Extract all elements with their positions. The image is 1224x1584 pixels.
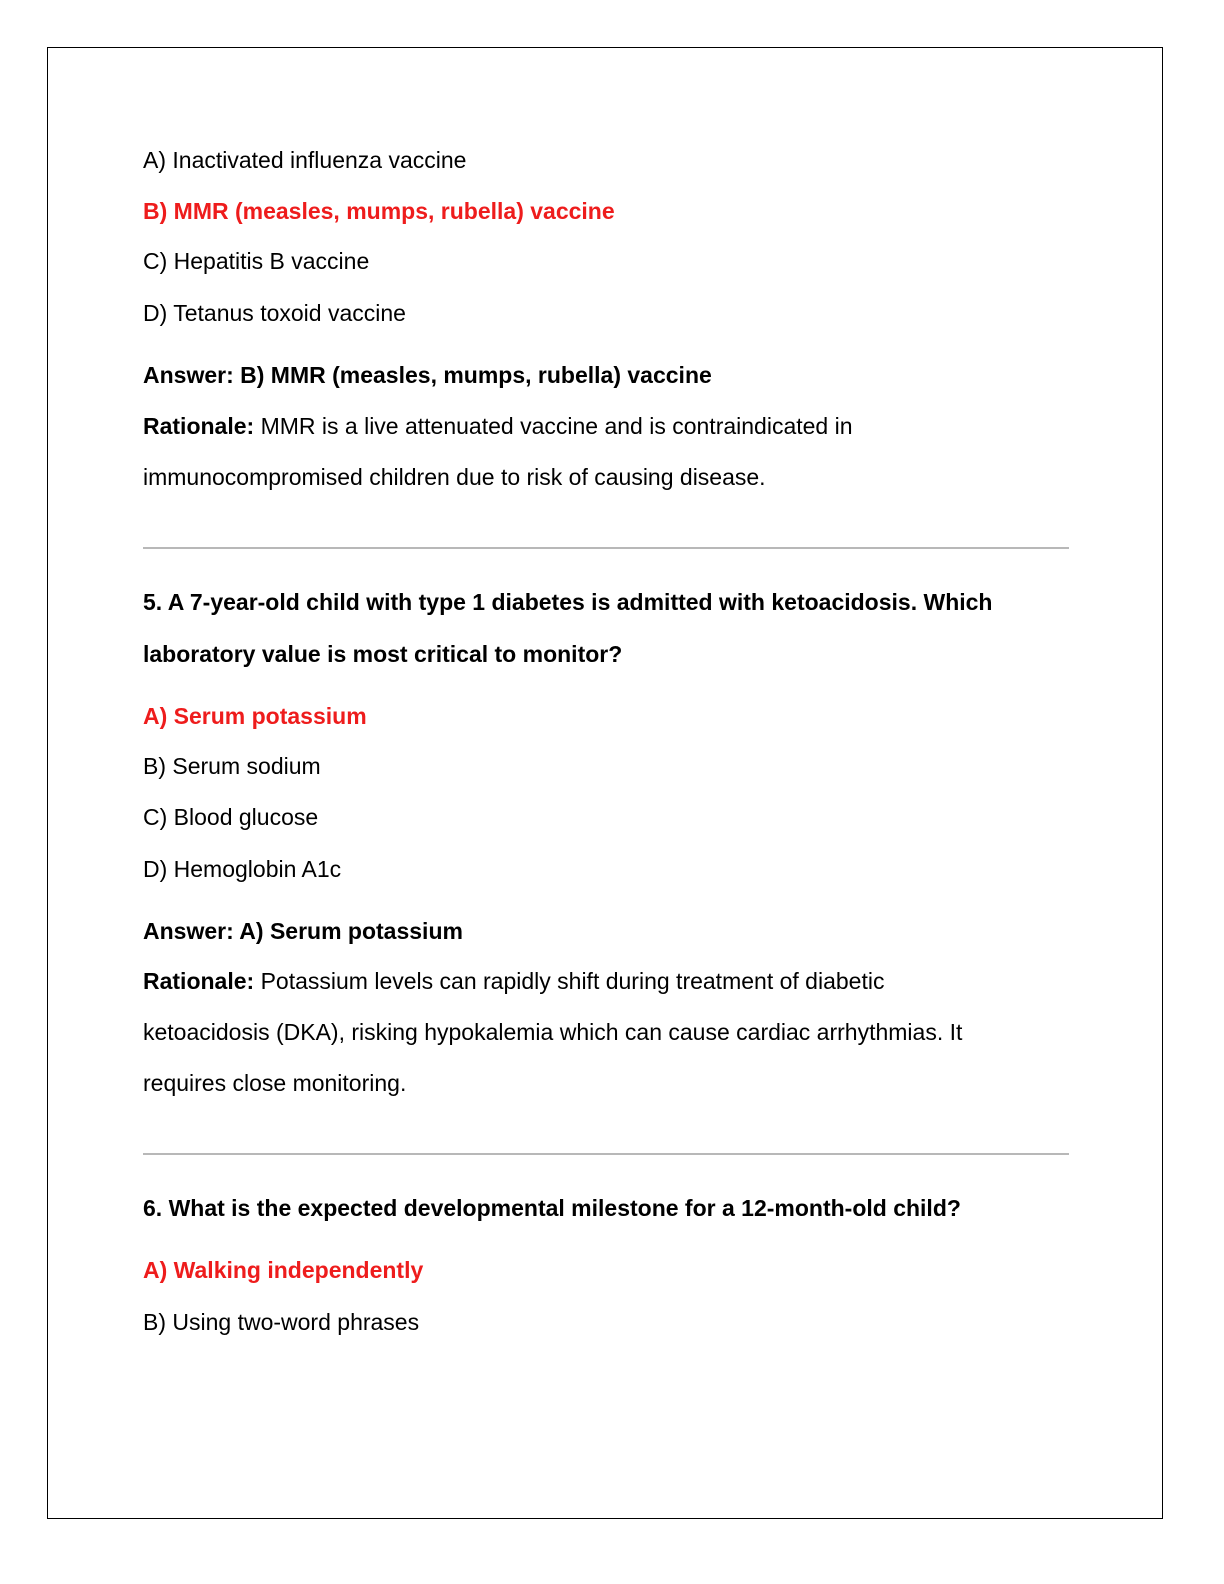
rationale-label: Rationale: xyxy=(143,413,255,439)
q6-option-b: B) Using two-word phrases xyxy=(143,1309,420,1335)
q5-question-line-1: 5. A 7-year-old child with type 1 diabetes is admitted with ketoacidosis. Which xyxy=(143,589,993,615)
q4-answer xyxy=(143,361,712,389)
q6-option-a-correct: A) Walking independently xyxy=(143,1257,424,1283)
q5-option-a-correct: A) Serum potassium xyxy=(143,703,367,729)
q5-option-d: D) Hemoglobin A1c xyxy=(143,856,342,882)
answer-text: B) MMR (measles, mumps, rubella) vaccine xyxy=(240,362,712,388)
answer-label: Answer: xyxy=(143,918,234,944)
answer-label: Answer: xyxy=(143,362,234,388)
q5-rationale-line-3: requires close monitoring. xyxy=(143,1070,407,1096)
q4-option-a: A) Inactivated influenza vaccine xyxy=(143,147,467,173)
divider xyxy=(143,547,1069,549)
answer-text: A) Serum potassium xyxy=(239,918,463,944)
q5-rationale-line-1 xyxy=(143,967,884,995)
q4-option-c: C) Hepatitis B vaccine xyxy=(143,248,370,274)
q4-rationale-line-2: immunocompromised children due to risk of causing disease. xyxy=(143,464,766,490)
q5-answer xyxy=(143,917,463,945)
q5-rationale-line-2: ketoacidosis (DKA), risking hypokalemia which can cause cardiac arrhythmias. It xyxy=(143,1019,963,1045)
divider xyxy=(143,1153,1069,1155)
rationale-text: Potassium levels can rapidly shift during treatment of diabetic xyxy=(260,968,885,994)
q6-question: 6. What is the expected developmental milestone for a 12-month-old child? xyxy=(143,1195,961,1221)
q5-option-c: C) Blood glucose xyxy=(143,804,319,830)
rationale-text: MMR is a live attenuated vaccine and is contraindicated in xyxy=(260,413,853,439)
q4-rationale-line-1 xyxy=(143,412,853,440)
q4-option-b-correct: B) MMR (measles, mumps, rubella) vaccine xyxy=(143,198,615,224)
q5-option-b: B) Serum sodium xyxy=(143,753,321,779)
q5-question-line-2: laboratory value is most critical to monitor? xyxy=(143,641,623,667)
rationale-label: Rationale: xyxy=(143,968,255,994)
q4-option-d: D) Tetanus toxoid vaccine xyxy=(143,300,406,326)
